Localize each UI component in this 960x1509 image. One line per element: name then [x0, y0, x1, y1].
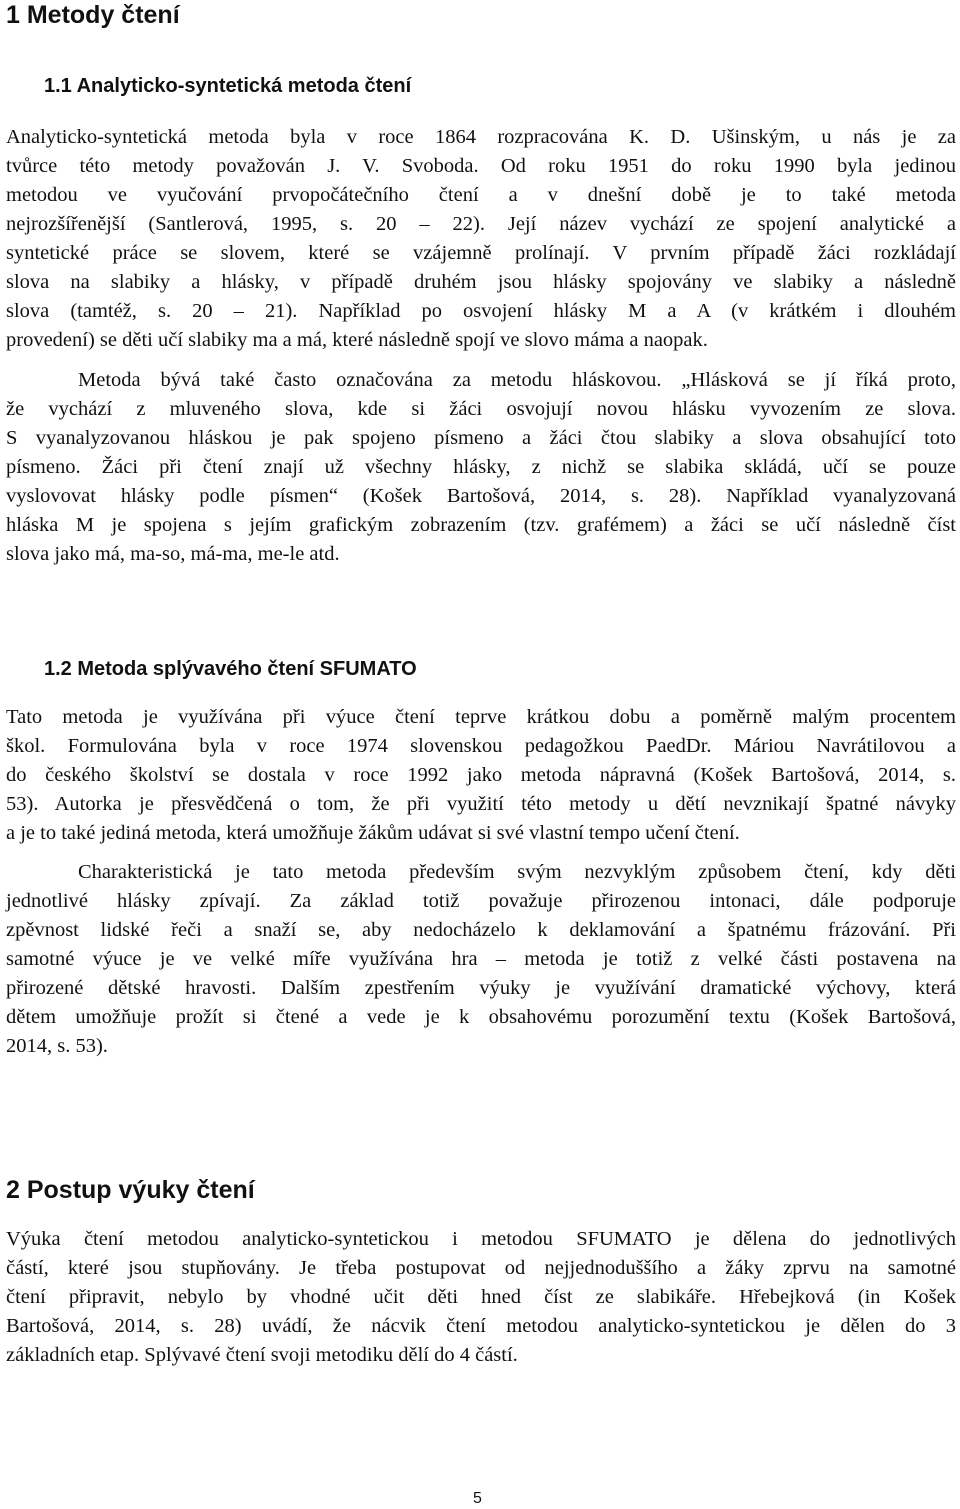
section-1-2-paragraph-2: [6, 858, 956, 1061]
text-line: do českého školství se dostala v roce 1992 jako metoda nápravná (Košek Bartošová, 2014, s.: [6, 764, 956, 786]
text-line: S vyanalyzovanou hláskou je pak spojeno písmeno a žáci čtou slabiky a slova obsahující toto: [6, 427, 956, 449]
text-line: 53). Autorka je přesvědčená o tom, že při využití této metody u dětí nevznikají špatné návyky: [6, 793, 956, 815]
text-line: slova (tamtéž, s. 20 – 21). Například po osvojení hlásky M a A (v krátkém i dlouhém: [6, 300, 956, 322]
text-line: že vychází z mluveného slova, kde si žáci osvojují novou hlásku vyvozením ze slova.: [6, 398, 956, 420]
text-line: Tato metoda je využívána při výuce čtení teprve krátkou dobu a poměrně malým procentem: [6, 706, 956, 728]
chapter-2-paragraph-1: [6, 1225, 956, 1370]
text-line: dětem umožňuje prožít si čtené a vede je k obsahovému porozumění textu (Košek Bartošová,: [6, 1006, 956, 1028]
text-line: vyslovovat hlásky podle písmen“ (Košek Bartošová, 2014, s. 28). Například vyanalyzovaná: [6, 485, 956, 507]
text-line: provedení) se děti učí slabiky ma a má, které následně spojí ve slovo máma a naopak.: [6, 329, 708, 351]
chapter-1-heading: 1 Metody čtení: [6, 1, 180, 29]
text-line: Výuka čtení metodou analyticko-syntetickou i metodou SFUMATO je dělena do jednotlivých: [6, 1228, 956, 1250]
section-1-1-paragraph-1: [6, 123, 956, 355]
chapter-2-heading: 2 Postup výuky čtení: [6, 1176, 255, 1204]
text-line: syntetické práce se slovem, které se vzájemně prolínají. V prvním případě žáci rozkládají: [6, 242, 956, 264]
text-line: tvůrce této metody považován J. V. Svoboda. Od roku 1951 do roku 1990 byla jedinou: [6, 155, 956, 177]
text-line: čtení připravit, nebylo by vhodné učit děti hned číst ze slabikáře. Hřebejková (in Košek: [6, 1286, 956, 1308]
text-line: Analyticko-syntetická metoda byla v roce 1864 rozpracována K. D. Ušinským, u nás je za: [6, 126, 956, 148]
text-line: jednotlivé hlásky zpívají. Za základ totiž považuje přirozenou intonaci, dále podporuje: [6, 890, 956, 912]
text-line: Bartošová, 2014, s. 28) uvádí, že nácvik čtení metodou analyticko-syntetickou je dělen do 3: [6, 1315, 956, 1337]
section-1-2-paragraph-1: [6, 703, 956, 848]
text-line: zpěvnost lidské řeči a snaží se, aby nedocházelo k deklamování a špatnému frázování. Při: [6, 919, 956, 941]
text-line: 2014, s. 53).: [6, 1035, 108, 1057]
page-number: 5: [473, 1490, 482, 1507]
text-line: nejrozšířenější (Santlerová, 1995, s. 20 – 22). Její název vychází ze spojení analytické a: [6, 213, 956, 235]
text-line: základních etap. Splývavé čtení svoji metodiku dělí do 4 částí.: [6, 1344, 518, 1366]
text-line: Metoda bývá také často označována za metodu hláskovou. „Hlásková se jí říká proto,: [78, 369, 956, 391]
section-1-1-paragraph-2: [6, 366, 956, 569]
text-line: škol. Formulována byla v roce 1974 slovenskou pedagožkou PaedDr. Máriou Navrátilovou a: [6, 735, 956, 757]
section-1-2-heading: 1.2 Metoda splývavého čtení SFUMATO: [44, 658, 417, 680]
text-line: slova jako má, ma-so, má-ma, me-le atd.: [6, 543, 340, 565]
text-line: hláska M je spojena s jejím grafickým zobrazením (tzv. grafémem) a žáci se učí následně číst: [6, 514, 956, 536]
text-line: samotné výuce je ve velké míře využívána hra – metoda je totiž z velké části postavena na: [6, 948, 956, 970]
text-line: metodou ve vyučování prvopočátečního čtení a v dnešní době je to také metoda: [6, 184, 956, 206]
text-line: písmeno. Žáci při čtení znají už všechny hlásky, z nichž se slabika skládá, učí se pouze: [6, 456, 956, 478]
text-line: a je to také jediná metoda, která umožňuje žákům udávat si své vlastní tempo učení čtení.: [6, 822, 740, 844]
text-line: slova na slabiky a hlásky, v případě druhém jsou hlásky spojovány ve slabiky a následně: [6, 271, 956, 293]
section-1-1-heading: 1.1 Analyticko-syntetická metoda čtení: [44, 75, 412, 97]
text-line: částí, které jsou stupňovány. Je třeba postupovat od nejjednoduššího a žáky zprvu na samotné: [6, 1257, 956, 1279]
text-line: přirozené dětské hravosti. Dalším zpestřením výuky je využívání dramatické výchovy, která: [6, 977, 956, 999]
text-line: Charakteristická je tato metoda především svým nezvyklým způsobem čtení, kdy děti: [78, 861, 956, 883]
